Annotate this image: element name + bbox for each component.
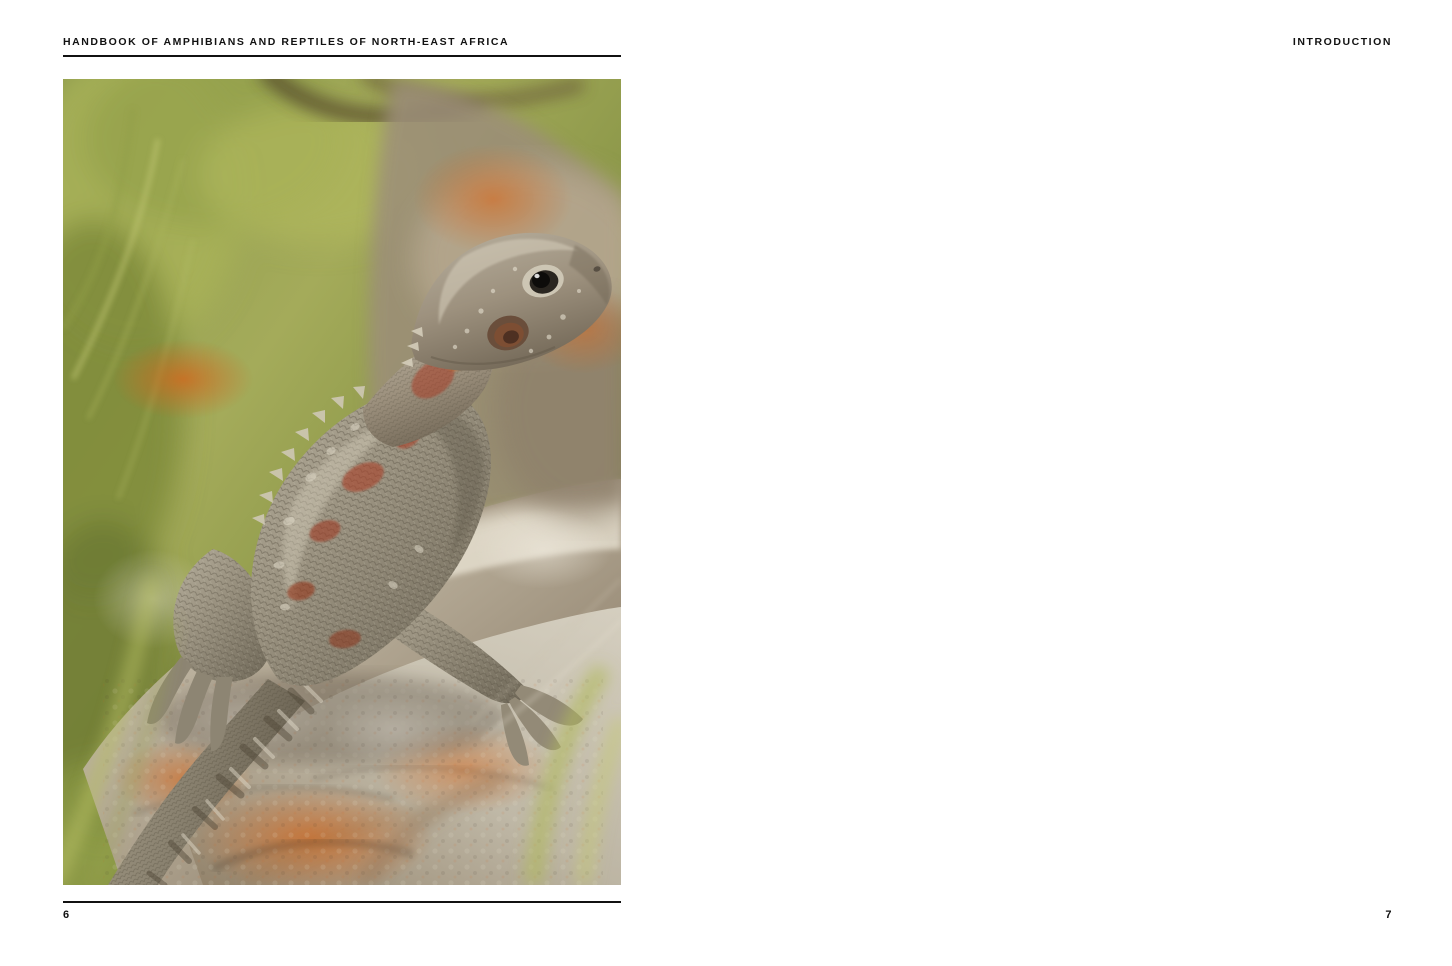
- page-right: [726, 0, 1452, 944]
- page-left: [0, 0, 726, 944]
- header-rule-left: [63, 55, 621, 57]
- running-head-right: INTRODUCTION: [1292, 36, 1392, 48]
- photo-illustration: [63, 79, 621, 885]
- footer-rule-left: [63, 901, 621, 903]
- page-number-left: 6: [63, 909, 70, 921]
- running-head-left: HANDBOOK OF AMPHIBIANS AND REPTILES OF NORTH-EAST AFRICA: [63, 36, 510, 48]
- page-number-right: 7: [1385, 909, 1392, 921]
- photo-female-eritrean-rock-agama: [63, 79, 621, 885]
